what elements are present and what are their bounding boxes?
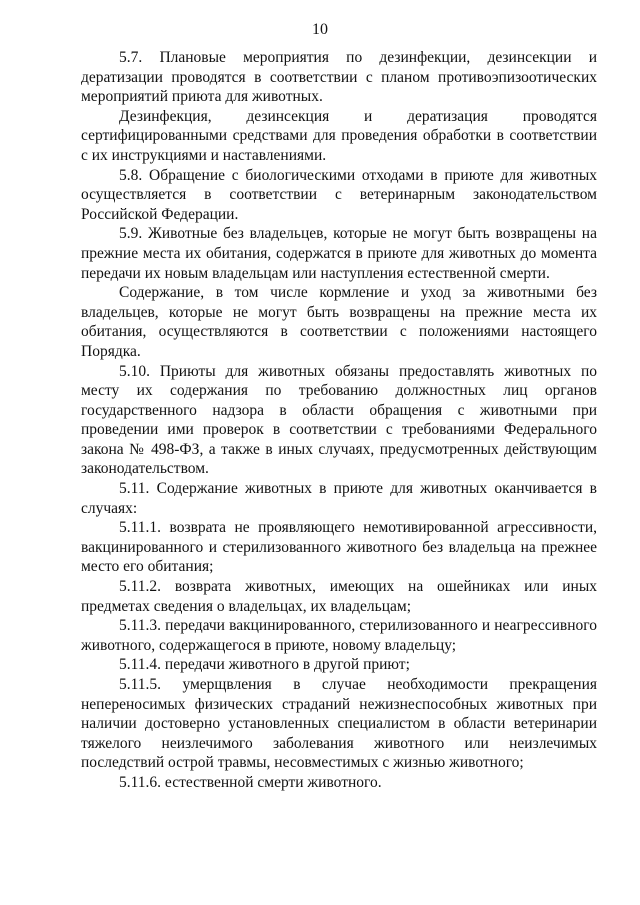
paragraph-5-11-2: 5.11.2. возврата животных, имеющих на ошейниках или иных предметах сведения о владельцах, их владельцам; — [81, 578, 597, 615]
paragraph-5-8: 5.8. Обращение с биологическими отходами в приюте для животных осуществляется в соответствии с ветеринарным законодательством Российской Федерации. — [81, 166, 597, 223]
paragraph-5-9: 5.9. Животные без владельцев, которые не могут быть возвращены на прежние места их обитания, содержатся в приюте для животных до момента передачи их новым владельцам или наступления естественной смерти. — [81, 225, 597, 282]
paragraph-5-11: 5.11. Содержание животных в приюте для животных оканчивается в случаях: — [81, 480, 597, 517]
paragraph-5-11-1: 5.11.1. возврата не проявляющего немотивированной агрессивности, вакцинированного и стерилизованного животного без владельца на прежнее место его обитания; — [81, 519, 597, 576]
paragraph-disinfection: Дезинфекция, дезинсекция и дератизация проводятся сертифицированными средствами для проведения обработки в соответствии с их инструкциями и наставлениями. — [81, 107, 597, 164]
paragraph-maintenance: Содержание, в том числе кормление и уход за животными без владельцев, которые не могут быть возвращены на прежние места их обитания, осуществляются в соответствии с положениями настоящего Порядка. — [81, 284, 597, 360]
paragraph-5-11-5: 5.11.5. умерщвления в случае необходимости прекращения непереносимых физических страданий нежизнеспособных животных при наличии достоверно установленных специалистом в области ветеринарии тяжелого неизлечимого заболевания животного или неизлечимых последствий острой травмы, несовместимых с жизнью животного; — [81, 676, 597, 772]
page-number: 10 — [312, 21, 328, 38]
paragraph-5-10: 5.10. Приюты для животных обязаны предоставлять животных по месту их содержания по требованию должностных лиц органов государственного надзора в области обращения с животными при проведении ими проверок в соответствии с требованиями Федерального закона № 498-ФЗ, а также в иных случаях, предусмотренных действующим законодательством. — [81, 362, 597, 478]
paragraph-5-11-3: 5.11.3. передачи вакцинированного, стерилизованного и неагрессивного животного, содержащегося в приюте, новому владельцу; — [81, 617, 597, 654]
paragraph-5-11-4: 5.11.4. передачи животного в другой приют; — [119, 656, 410, 674]
document-body — [81, 48, 597, 793]
paragraph-5-7: 5.7. Плановые мероприятия по дезинфекции, дезинсекции и дератизации проводятся в соответствии с планом противоэпизоотических мероприятий приюта для животных. — [81, 49, 597, 106]
paragraph-5-11-6: 5.11.6. естественной смерти животного. — [119, 773, 382, 791]
